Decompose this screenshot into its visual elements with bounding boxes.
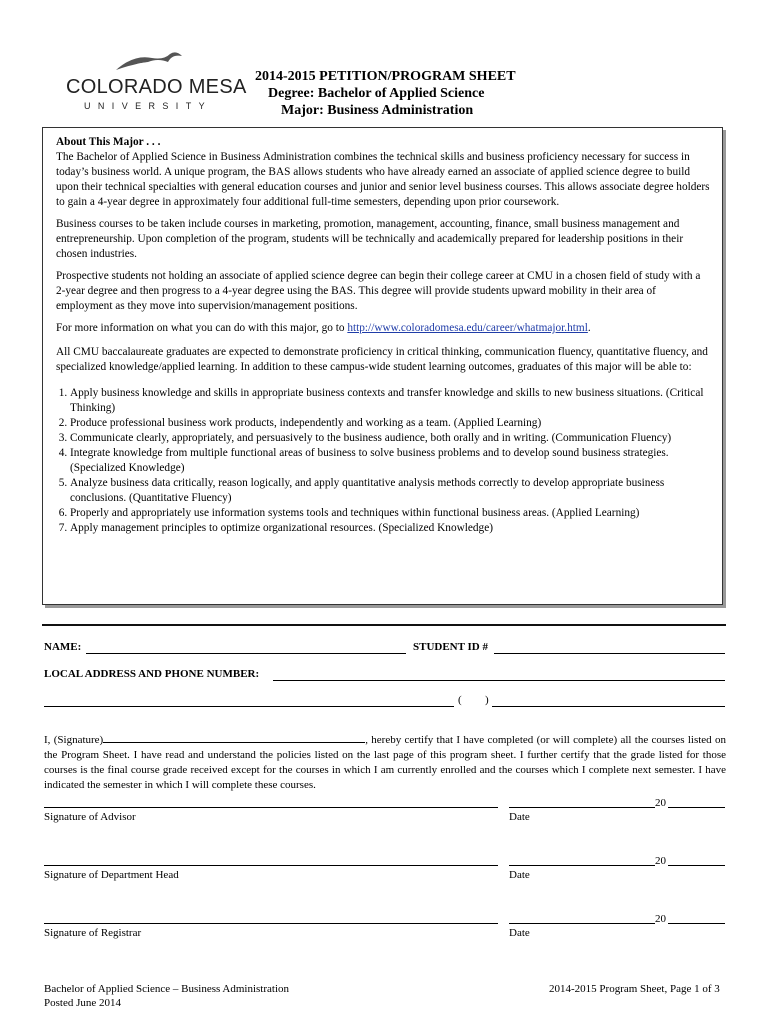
- phone-paren-close: ): [485, 694, 489, 706]
- phone-number-field[interactable]: [492, 706, 725, 707]
- dept-head-date-label: Date: [509, 869, 530, 881]
- about-heading: About This Major . . .: [56, 136, 161, 148]
- cert-text: , hereby certify that I have completed (or will complete) all the courses listed on the Program Sheet. I have read and understand the policies listed on the last page of this program sheet. I further certify that the grade listed for those courses is the final course grade received except for the courses in which I am currently enrolled and the courses which I complete next semester. I have indicated the semester in which I will complete these courses.: [44, 734, 726, 791]
- logo-wordmark: COLORADO MESA: [66, 76, 247, 98]
- outcome-item: 6. Properly and appropriately use information systems tools and techniques within functional business areas. (Applied Learning): [70, 506, 712, 521]
- student-id-field[interactable]: [494, 653, 725, 654]
- outcome-item: 7. Apply management principles to optimize organizational resources. (Specialized Knowledge): [70, 521, 712, 536]
- dept-head-year-prefix: 20: [655, 855, 666, 867]
- address-label: LOCAL ADDRESS AND PHONE NUMBER:: [44, 668, 260, 680]
- career-link[interactable]: http://www.coloradomesa.edu/career/whatmajor.html: [347, 322, 588, 334]
- about-paragraph-5: All CMU baccalaureate graduates are expected to demonstrate proficiency in critical thinking, communication fluency, quantitative fluency, and specialized knowledge/applied learning. In addition to these campus-wide student learning outcomes, graduates of this major will be able to:: [56, 346, 708, 373]
- about-paragraph-3: Prospective students not holding an associate of applied science degree can begin their college career at CMU in a chosen field of study with a 2-year degree and then progress to a 4-year degree using the BAS. This degree will provide students upward mobility in their area of employment as they move into supervision/management positions.: [56, 270, 701, 312]
- footer-posted-date: Posted June 2014: [44, 997, 121, 1009]
- dept-head-signature-field[interactable]: [44, 865, 498, 866]
- registrar-year-prefix: 20: [655, 913, 666, 925]
- outcome-item: 3. Communicate clearly, appropriately, and persuasively to the business audience, both orally and in writing. (Communication Fluency): [70, 431, 712, 446]
- footer-page-number: 2014-2015 Program Sheet, Page 1 of 3: [549, 983, 720, 995]
- more-info-text: For more information on what you can do with this major, go to: [56, 322, 348, 334]
- phone-paren-open: (: [458, 694, 462, 706]
- mesa-mountain-icon: [114, 50, 184, 72]
- outcome-item: 5. Analyze business data critically, reason logically, and apply quantitative analysis methods correctly to develop appropriate business conclusions. (Quantitative Fluency): [70, 476, 712, 506]
- dept-head-year-field[interactable]: [668, 865, 725, 866]
- advisor-year-prefix: 20: [655, 797, 666, 809]
- about-paragraph-2: Business courses to be taken include courses in marketing, promotion, management, accounting, finance, small business management and entrepreneurship. Upon completion of the program, students will be technically and academically prepared for leadership positions in their chosen industries.: [56, 218, 684, 260]
- registrar-date-field[interactable]: [509, 923, 655, 924]
- about-paragraph-4: [56, 321, 712, 336]
- major-title: Major: Business Administration: [281, 103, 474, 118]
- advisor-signature-label: Signature of Advisor: [44, 811, 136, 823]
- advisor-date-label: Date: [509, 811, 530, 823]
- about-major-box: [42, 127, 723, 605]
- cert-signature-prefix: I, (Signature): [44, 734, 104, 746]
- footer-left: [44, 982, 289, 1010]
- address-line-2-field[interactable]: [44, 706, 454, 707]
- cert-signature-field[interactable]: [103, 731, 365, 743]
- advisor-year-field[interactable]: [668, 807, 725, 808]
- outcome-item: 4. Integrate knowledge from multiple functional areas of business to solve business problems and to develop sound business strategies. (Specialized Knowledge): [70, 446, 712, 476]
- section-divider: [42, 624, 726, 626]
- footer-program-name: Bachelor of Applied Science – Business Administration: [44, 983, 290, 995]
- outcome-item: 2. Produce professional business work products, independently and working as a team. (Applied Learning): [70, 416, 712, 431]
- advisor-signature-field[interactable]: [44, 807, 498, 808]
- name-label: NAME:: [44, 641, 82, 653]
- logo-subtitle: UNIVERSITY: [84, 101, 213, 111]
- registrar-year-field[interactable]: [668, 923, 725, 924]
- registrar-date-label: Date: [509, 927, 530, 939]
- advisor-date-field[interactable]: [509, 807, 655, 808]
- registrar-signature-field[interactable]: [44, 923, 498, 924]
- student-id-label: STUDENT ID #: [413, 641, 488, 653]
- learning-outcomes-list: [56, 386, 712, 536]
- about-paragraph-1: The Bachelor of Applied Science in Business Administration combines the technical skills and business proficiency necessary for success in today’s business world. A unique program, the BAS allows students who have already earned an associate of applied science degree to build upon their technical specialties with general education courses and junior and senior level business courses. This allows associate degree holders to gain a 4-year degree in approximately four additional full-time semesters, depending upon prior coursework.: [56, 151, 710, 208]
- dept-head-date-field[interactable]: [509, 865, 655, 866]
- sheet-title: 2014-2015 PETITION/PROGRAM SHEET: [255, 69, 516, 84]
- outcome-item: 1. Apply business knowledge and skills in appropriate business contexts and transfer knowledge and skills to new business situations. (Critical Thinking): [70, 386, 712, 416]
- address-field[interactable]: [273, 680, 725, 681]
- name-field[interactable]: [86, 653, 406, 654]
- certification-statement: [44, 731, 726, 793]
- dept-head-signature-label: Signature of Department Head: [44, 869, 179, 881]
- university-logo: [66, 50, 247, 111]
- more-info-suffix: .: [587, 322, 591, 334]
- degree-title: Degree: Bachelor of Applied Science: [268, 86, 485, 101]
- registrar-signature-label: Signature of Registrar: [44, 927, 142, 939]
